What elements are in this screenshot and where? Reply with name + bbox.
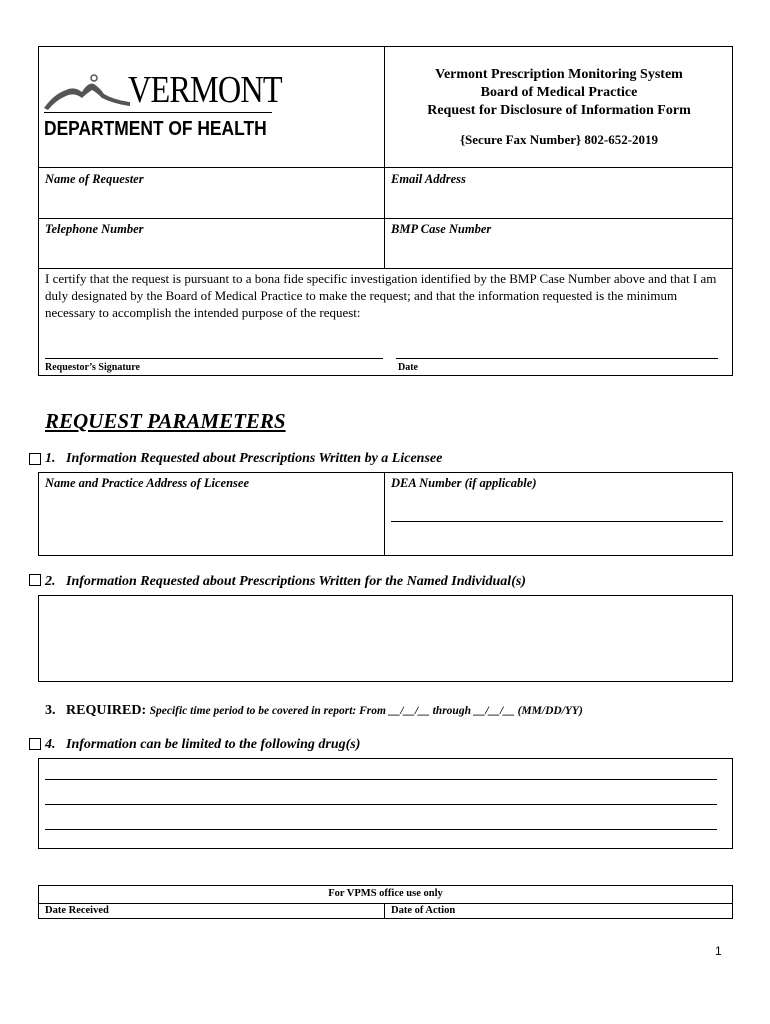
date-line[interactable] bbox=[396, 358, 718, 359]
item4-label: Information can be limited to the following drug(s) bbox=[66, 737, 361, 752]
item1-checkbox[interactable] bbox=[29, 453, 41, 465]
item1-number: 1. bbox=[45, 451, 56, 466]
licensee-address-field[interactable] bbox=[39, 492, 383, 554]
date-of-action-label: Date of Action bbox=[391, 905, 456, 916]
title-line-3: Request for Disclosure of Information Form bbox=[427, 103, 691, 118]
dea-number-line[interactable] bbox=[391, 521, 723, 522]
email-address-field[interactable] bbox=[386, 186, 732, 217]
signature-label: Requestor’s Signature bbox=[45, 362, 140, 373]
item2-number: 2. bbox=[45, 574, 56, 589]
item1-label: Information Requested about Prescriptions Written by a Licensee bbox=[66, 451, 443, 466]
item1-heading bbox=[45, 451, 442, 467]
drug-line-2[interactable] bbox=[45, 804, 717, 805]
office-use-vdivider bbox=[384, 903, 385, 919]
row-divider-2 bbox=[38, 218, 733, 219]
mountain-logo-icon bbox=[44, 72, 134, 112]
item4-heading bbox=[45, 737, 360, 753]
named-individuals-field[interactable] bbox=[38, 595, 733, 682]
item2-heading bbox=[45, 574, 526, 590]
drug-line-1[interactable] bbox=[45, 779, 717, 780]
item3-row bbox=[45, 703, 583, 719]
office-use-title: For VPMS office use only bbox=[328, 888, 443, 899]
item1-col2-label: DEA Number (if applicable) bbox=[391, 476, 537, 490]
fax-number: {Secure Fax Number} 802-652-2019 bbox=[459, 132, 659, 147]
logo-state-text: VERMONT bbox=[128, 69, 282, 111]
bmp-case-number-label: BMP Case Number bbox=[391, 222, 492, 236]
item3-text: Specific time period to be covered in report: From __/__/__ through __/__/__ (MM/DD/YY) bbox=[149, 705, 583, 717]
title-line-1: Vermont Prescription Monitoring System bbox=[435, 67, 683, 82]
logo-underline bbox=[44, 112, 272, 113]
telephone-number-label: Telephone Number bbox=[45, 222, 144, 236]
request-parameters-heading: REQUEST PARAMETERS bbox=[45, 409, 286, 433]
bmp-case-number-field[interactable] bbox=[386, 236, 732, 267]
form-title-block bbox=[385, 66, 733, 149]
date-received-label: Date Received bbox=[45, 905, 109, 916]
item3-required: REQUIRED: bbox=[66, 703, 147, 718]
item1-divider bbox=[384, 472, 385, 556]
item1-col1-label: Name and Practice Address of Licensee bbox=[45, 476, 250, 490]
certification-text: I certify that the request is pursuant to a bona fide specific investigation identified by the BMP Case Number above and that I am duly designated by the Board of Medical Practice to make the request; and that the information requested is the minimum necessary to accomplish the intended purpose of the request: bbox=[45, 271, 717, 320]
date-label: Date bbox=[398, 362, 418, 373]
signature-line[interactable] bbox=[45, 358, 383, 359]
row-divider-1 bbox=[38, 167, 733, 168]
email-address-label: Email Address bbox=[391, 172, 466, 186]
logo-dept-text: DEPARTMENT OF HEALTH bbox=[44, 118, 267, 140]
item2-checkbox[interactable] bbox=[29, 574, 41, 586]
name-of-requester-label: Name of Requester bbox=[45, 172, 144, 186]
vermont-health-logo bbox=[44, 69, 282, 146]
row-divider-3 bbox=[38, 268, 733, 269]
item4-checkbox[interactable] bbox=[29, 738, 41, 750]
office-use-divider bbox=[38, 903, 733, 904]
name-of-requester-field[interactable] bbox=[39, 186, 383, 217]
drug-line-3[interactable] bbox=[45, 829, 717, 830]
item3-number: 3. bbox=[45, 703, 56, 718]
page-number: 1 bbox=[715, 944, 722, 958]
item4-number: 4. bbox=[45, 737, 56, 752]
item2-label: Information Requested about Prescriptions Written for the Named Individual(s) bbox=[66, 574, 526, 589]
title-line-2: Board of Medical Practice bbox=[480, 85, 638, 100]
telephone-number-field[interactable] bbox=[39, 236, 383, 267]
